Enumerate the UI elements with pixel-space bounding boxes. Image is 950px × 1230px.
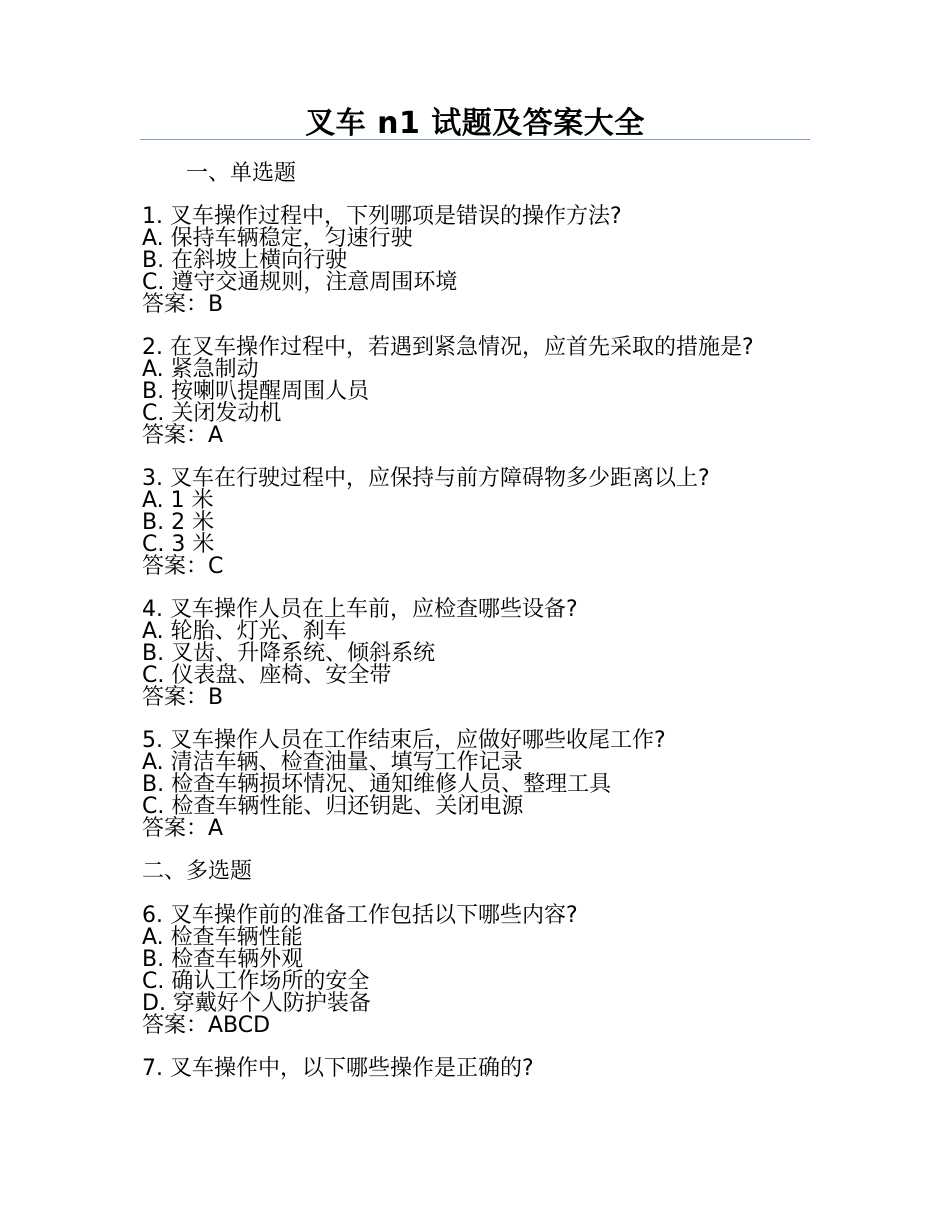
question-text: 7. 叉车操作中，以下哪些操作是正确的? bbox=[142, 1056, 534, 1081]
option-d: D. 穿戴好个人防护装备 bbox=[142, 991, 371, 1016]
question-7 bbox=[142, 1058, 802, 1080]
option-a: A. 1 米 bbox=[142, 488, 214, 513]
question-6 bbox=[142, 905, 802, 1037]
title-underline bbox=[140, 139, 810, 140]
answer: 答案：A bbox=[142, 423, 224, 448]
option-a: A. 保持车辆稳定，匀速行驶 bbox=[142, 226, 413, 251]
option-b: B. 叉齿、升降系统、倾斜系统 bbox=[142, 641, 436, 666]
option-b: B. 在斜坡上横向行驶 bbox=[142, 248, 348, 273]
option-c: C. 3 米 bbox=[142, 532, 215, 557]
answer: 答案：B bbox=[142, 292, 224, 317]
option-c: C. 确认工作场所的安全 bbox=[142, 969, 370, 994]
question-5 bbox=[142, 730, 802, 840]
option-c: C. 关闭发动机 bbox=[142, 401, 282, 426]
option-b: B. 检查车辆外观 bbox=[142, 947, 304, 972]
option-c: C. 仪表盘、座椅、安全带 bbox=[142, 663, 392, 688]
option-c: C. 遵守交通规则，注意周围环境 bbox=[142, 270, 458, 295]
document-title: 叉车 n1 试题及答案大全 bbox=[305, 106, 645, 141]
document-body bbox=[142, 154, 802, 1080]
question-text: 4. 叉车操作人员在上车前，应检查哪些设备? bbox=[142, 597, 578, 622]
question-1 bbox=[142, 206, 802, 316]
question-text: 2. 在叉车操作过程中，若遇到紧急情况，应首先采取的措施是? bbox=[142, 335, 754, 360]
question-text: 6. 叉车操作前的准备工作包括以下哪些内容? bbox=[142, 903, 578, 928]
option-c: C. 检查车辆性能、归还钥匙、关闭电源 bbox=[142, 794, 524, 819]
option-b: B. 2 米 bbox=[142, 510, 215, 535]
option-b: B. 按喇叭提醒周围人员 bbox=[142, 379, 370, 404]
question-text: 5. 叉车操作人员在工作结束后，应做好哪些收尾工作? bbox=[142, 728, 666, 753]
question-text: 1. 叉车操作过程中，下列哪项是错误的操作方法? bbox=[142, 204, 622, 229]
answer: 答案：B bbox=[142, 685, 224, 710]
question-3 bbox=[142, 468, 802, 578]
section-heading-multiple-choice: 二、多选题 bbox=[142, 859, 253, 884]
option-b: B. 检查车辆损坏情况、通知维修人员、整理工具 bbox=[142, 772, 612, 797]
question-text: 3. 叉车在行驶过程中，应保持与前方障碍物多少距离以上? bbox=[142, 466, 710, 491]
question-2 bbox=[142, 337, 802, 447]
option-a: A. 检查车辆性能 bbox=[142, 925, 303, 950]
answer: 答案：A bbox=[142, 816, 224, 841]
option-a: A. 紧急制动 bbox=[142, 357, 259, 382]
option-a: A. 清洁车辆、检查油量、填写工作记录 bbox=[142, 750, 523, 775]
answer: 答案：C bbox=[142, 554, 224, 579]
section-heading-single-choice: 一、单选题 bbox=[186, 161, 297, 186]
option-a: A. 轮胎、灯光、刹车 bbox=[142, 619, 347, 644]
answer: 答案：ABCD bbox=[142, 1013, 271, 1038]
question-4 bbox=[142, 599, 802, 709]
